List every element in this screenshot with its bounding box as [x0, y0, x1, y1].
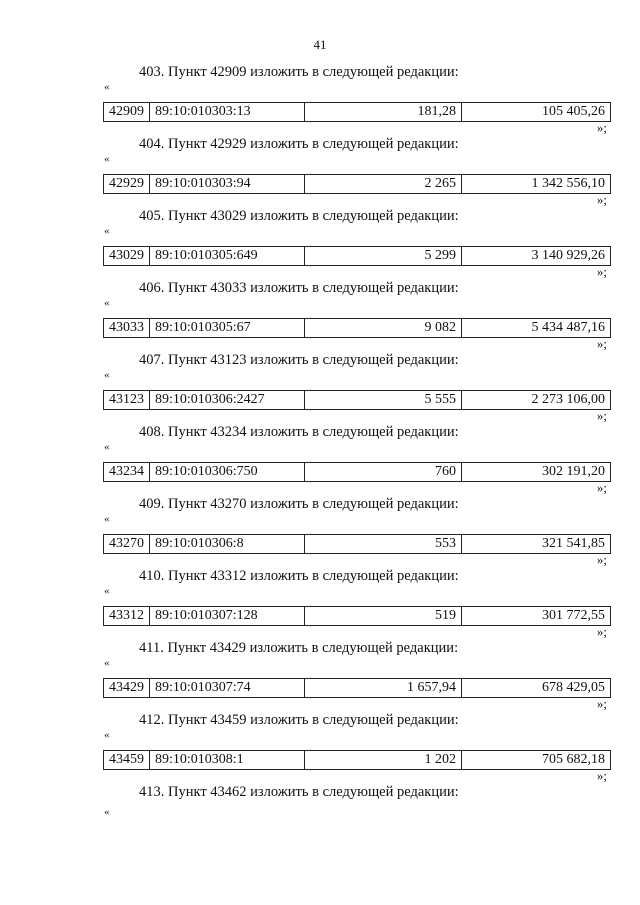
item-number-cell: 43429	[104, 679, 150, 697]
value-cell: 302 191,20	[542, 464, 605, 479]
table-row	[103, 246, 611, 266]
item-number-cell: 43234	[104, 463, 150, 481]
amendment-item	[0, 352, 640, 424]
opening-quote: «	[104, 297, 110, 309]
cadastral-number-cell: 89:10:010306:2427	[150, 391, 305, 409]
opening-quote: «	[104, 806, 110, 818]
value-cell: 3 140 929,26	[531, 248, 605, 263]
amendment-heading: 412. Пункт 43459 изложить в следующей редакции:	[139, 712, 459, 728]
closing-quote: »;	[596, 192, 607, 207]
area-cell: 760	[305, 463, 462, 481]
cadastral-number-cell: 89:10:010306:8	[150, 535, 305, 553]
table-row	[103, 534, 611, 554]
closing-quote: »;	[596, 120, 607, 135]
amendment-heading: 410. Пункт 43312 изложить в следующей редакции:	[139, 568, 459, 584]
value-cell: 705 682,18	[542, 752, 605, 767]
amendment-item	[0, 424, 640, 496]
opening-quote: «	[104, 441, 110, 453]
closing-quote: »;	[596, 696, 607, 711]
closing-quote: »;	[596, 624, 607, 639]
table-row	[103, 462, 611, 482]
amendment-heading: 409. Пункт 43270 изложить в следующей редакции:	[139, 496, 459, 512]
amendment-list	[0, 64, 640, 844]
amendment-item	[0, 712, 640, 784]
item-number-cell: 42909	[104, 103, 150, 121]
closing-quote: »;	[596, 552, 607, 567]
item-number-cell: 43270	[104, 535, 150, 553]
value-cell: 1 342 556,10	[531, 176, 605, 191]
cadastral-number-cell: 89:10:010306:750	[150, 463, 305, 481]
value-cell: 678 429,05	[542, 680, 605, 695]
item-number-cell: 43459	[104, 751, 150, 769]
closing-quote: »;	[596, 336, 607, 351]
area-cell: 9 082	[305, 319, 462, 337]
table-row	[103, 606, 611, 626]
item-number-cell: 43033	[104, 319, 150, 337]
item-number-cell: 42929	[104, 175, 150, 193]
opening-quote: «	[104, 81, 110, 93]
item-number-cell: 43312	[104, 607, 150, 625]
amendment-heading: 411. Пункт 43429 изложить в следующей редакции:	[139, 640, 459, 656]
amendment-heading: 405. Пункт 43029 изложить в следующей редакции:	[139, 208, 459, 224]
area-cell: 181,28	[305, 103, 462, 121]
amendment-item	[0, 568, 640, 640]
table-row	[103, 174, 611, 194]
amendment-item	[0, 136, 640, 208]
amendment-item	[0, 64, 640, 136]
amendment-heading: 407. Пункт 43123 изложить в следующей редакции:	[139, 352, 459, 368]
item-number-cell: 43123	[104, 391, 150, 409]
amendment-item	[0, 280, 640, 352]
page-number: 41	[313, 37, 327, 52]
area-cell: 2 265	[305, 175, 462, 193]
cadastral-number-cell: 89:10:010308:1	[150, 751, 305, 769]
cadastral-number-cell: 89:10:010307:74	[150, 679, 305, 697]
closing-quote: »;	[596, 264, 607, 279]
value-cell: 2 273 106,00	[531, 392, 605, 407]
area-cell: 1 657,94	[305, 679, 462, 697]
item-number-cell: 43029	[104, 247, 150, 265]
opening-quote: «	[104, 513, 110, 525]
amendment-heading: 404. Пункт 42929 изложить в следующей редакции:	[139, 136, 459, 152]
value-cell: 301 772,55	[542, 608, 605, 623]
opening-quote: «	[104, 369, 110, 381]
value-cell: 321 541,85	[542, 536, 605, 551]
table-row	[103, 750, 611, 770]
amendment-item	[0, 640, 640, 712]
cadastral-number-cell: 89:10:010303:94	[150, 175, 305, 193]
closing-quote: »;	[596, 408, 607, 423]
opening-quote: «	[104, 657, 110, 669]
value-cell: 105 405,26	[542, 104, 605, 119]
area-cell: 553	[305, 535, 462, 553]
cadastral-number-cell: 89:10:010307:128	[150, 607, 305, 625]
area-cell: 519	[305, 607, 462, 625]
amendment-item-final	[0, 784, 640, 844]
amendment-heading: 403. Пункт 42909 изложить в следующей редакции:	[139, 64, 459, 80]
opening-quote: «	[104, 585, 110, 597]
amendment-item	[0, 496, 640, 568]
table-row	[103, 678, 611, 698]
amendment-item	[0, 208, 640, 280]
cadastral-number-cell: 89:10:010305:67	[150, 319, 305, 337]
closing-quote: »;	[596, 768, 607, 783]
opening-quote: «	[104, 153, 110, 165]
table-row	[103, 102, 611, 122]
amendment-heading: 408. Пункт 43234 изложить в следующей редакции:	[139, 424, 459, 440]
cadastral-number-cell: 89:10:010303:13	[150, 103, 305, 121]
opening-quote: «	[104, 729, 110, 741]
closing-quote: »;	[596, 480, 607, 495]
amendment-heading: 406. Пункт 43033 изложить в следующей редакции:	[139, 280, 459, 296]
area-cell: 1 202	[305, 751, 462, 769]
area-cell: 5 299	[305, 247, 462, 265]
table-row	[103, 318, 611, 338]
area-cell: 5 555	[305, 391, 462, 409]
cadastral-number-cell: 89:10:010305:649	[150, 247, 305, 265]
table-row	[103, 390, 611, 410]
opening-quote: «	[104, 225, 110, 237]
value-cell: 5 434 487,16	[531, 320, 605, 335]
amendment-heading: 413. Пункт 43462 изложить в следующей редакции:	[139, 784, 459, 800]
